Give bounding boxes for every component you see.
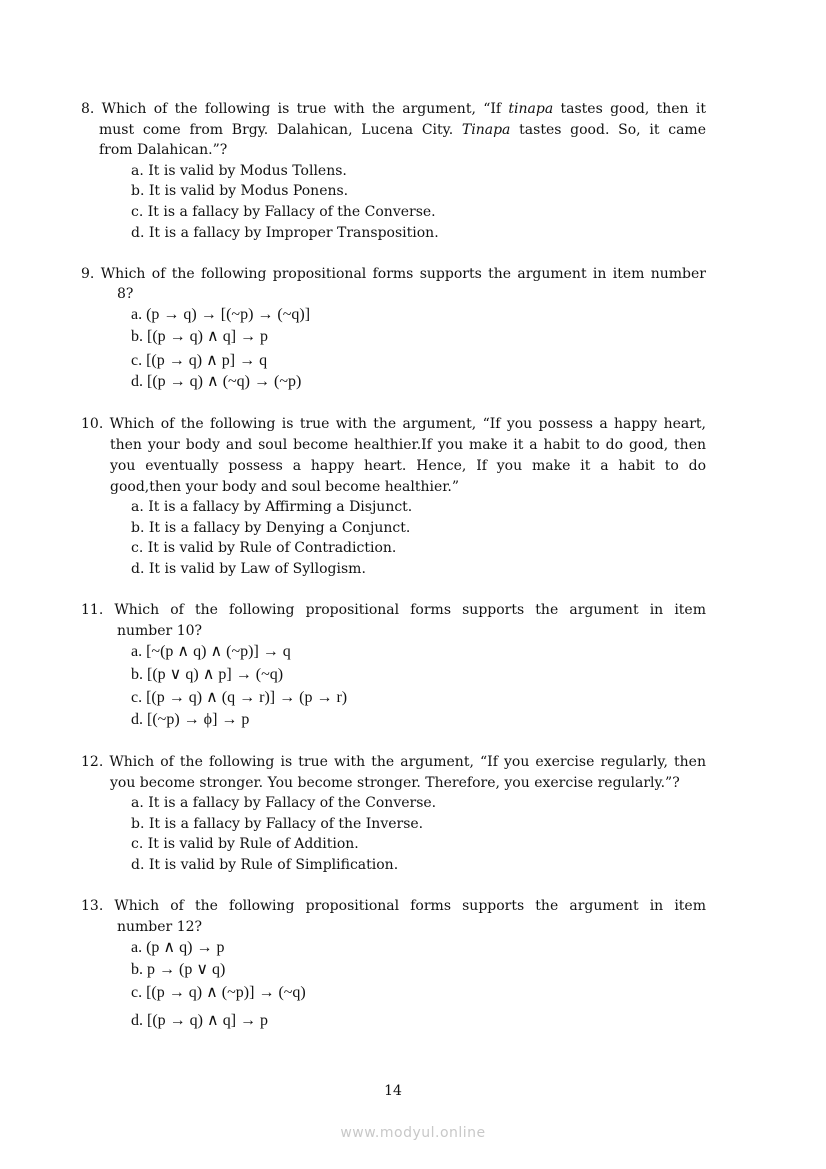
text-segment: you become stronger. You become stronger. Therefore, you exercise regularly.”? [110,775,680,791]
text-segment: number 12? [117,919,203,935]
question-13-option-d: d. [(p → q) ∧ q] → p [131,1012,269,1029]
text-segment: Tinapa [461,122,511,138]
text-segment: must come from Brgy. Dalahican, Lucena City. [99,122,462,138]
question-8-text-line [99,140,227,160]
question-11-text-line [81,600,706,620]
text-segment: 8. Which of the following is true with the argument, “If [81,101,509,117]
text-segment: tastes good, then it [553,101,706,117]
question-9-text-line [117,284,133,304]
text-segment: tinapa [508,101,554,117]
watermark: www.modyul.online [340,1125,486,1141]
text-segment: you eventually possess a happy heart. Hence, If you make it a habit to do [110,458,706,474]
question-8-option-a: a. It is valid by Modus Tollens. [131,163,347,179]
question-12-text-line [81,752,706,772]
text-segment: good,then your body and soul become healthier.” [110,479,459,495]
question-8-option-d: d. It is a fallacy by Improper Transposition. [131,225,439,241]
question-10-option-a: a. It is a fallacy by Affirming a Disjunct. [131,499,413,515]
text-segment: from Dalahican.”? [99,142,228,158]
question-13-option-b: b. p → (p ∨ q) [131,961,226,978]
question-12-option-d: d. It is valid by Rule of Simplification. [131,857,399,873]
text-segment: number 10? [117,623,203,639]
page-number: 14 [384,1083,402,1099]
question-8-text-line [99,120,706,140]
text-segment: 9. Which of the following propositional forms supports the argument in item number [81,266,706,282]
question-9-option-d: d. [(p → q) ∧ (~q) → (~p) [131,373,302,390]
question-8-option-b: b. It is valid by Modus Ponens. [131,183,349,199]
question-9-text-line [81,264,706,284]
text-segment: 8? [117,286,134,302]
question-9-option-c: c. [(p → q) ∧ p] → q [131,352,268,369]
question-11-option-c: c. [(p → q) ∧ (q → r)] → (p → r) [131,689,348,706]
text-segment: 13. Which of the following propositional forms supports the argument in item [81,898,706,914]
question-10-text-line [110,477,459,497]
question-10-option-d: d. It is valid by Law of Syllogism. [131,561,366,577]
question-12-option-a: a. It is a fallacy by Fallacy of the Converse. [131,795,437,811]
question-9-option-a: a. (p → q) → [(~p) → (~q)] [131,306,311,323]
question-10-option-b: b. It is a fallacy by Denying a Conjunct. [131,520,411,536]
question-11-option-a: a. [~(p ∧ q) ∧ (~p)] → q [131,643,291,660]
question-8-text-line [81,99,706,119]
text-segment: 11. Which of the following propositional forms supports the argument in item [81,602,706,618]
text-segment: 12. Which of the following is true with the argument, “If you exercise regularly, then [81,754,706,770]
question-11-option-b: b. [(p ∨ q) ∧ p] → (~q) [131,666,284,683]
question-10-option-c: c. It is valid by Rule of Contradiction. [131,540,397,556]
question-8-option-c: c. It is a fallacy by Fallacy of the Converse. [131,204,436,220]
question-13-option-c: c. [(p → q) ∧ (~p)] → (~q) [131,984,306,1001]
question-11-option-d: d. [(~p) → ϕ] → p [131,711,250,728]
text-segment: then your body and soul become healthier.If you make it a habit to do good, then [110,437,706,453]
question-12-option-c: c. It is valid by Rule of Addition. [131,836,359,852]
question-13-option-a: a. (p ∧ q) → p [131,939,225,956]
question-12-text-line [110,773,680,793]
question-11-text-line [117,621,202,641]
question-9-option-b: b. [(p → q) ∧ q] → p [131,328,269,345]
question-13-text-line [81,896,706,916]
question-12-option-b: b. It is a fallacy by Fallacy of the Inverse. [131,816,424,832]
text-segment: tastes good. So, it came [510,122,706,138]
text-segment: 10. Which of the following is true with the argument, “If you possess a happy heart, [81,416,706,432]
question-10-text-line [110,456,706,476]
question-10-text-line [110,435,706,455]
question-10-text-line [81,414,706,434]
question-13-text-line [117,917,202,937]
